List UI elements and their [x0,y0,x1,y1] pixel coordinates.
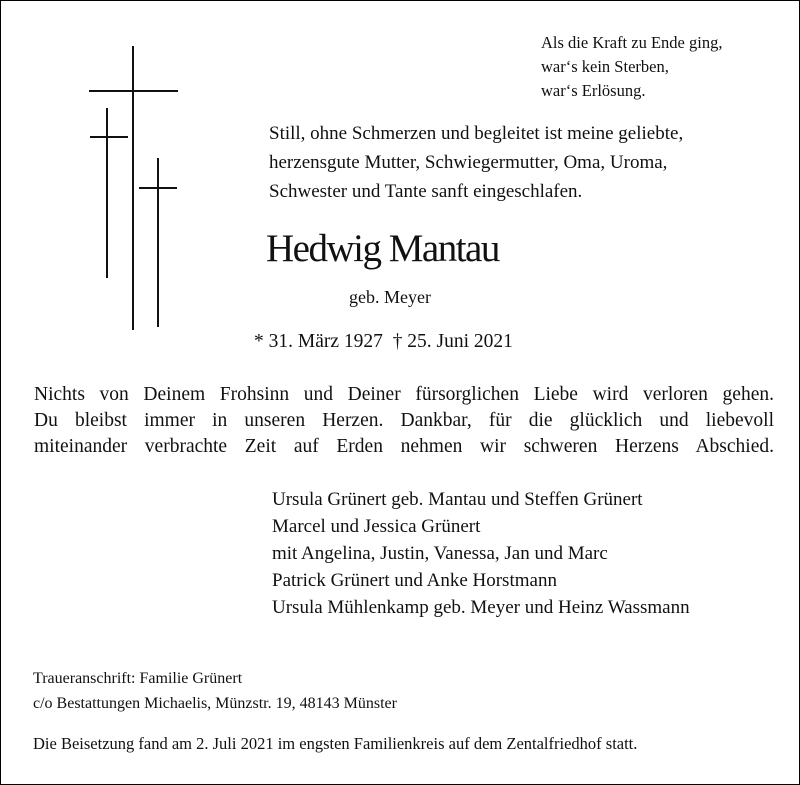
address-line: Traueranschrift: Familie Grünert [33,670,243,687]
life-dates-text: * 31. März 1927 † 25. Juni 2021 [254,331,513,352]
tribute-line: Nichts von Deinem Frohsinn und Deiner fürsorglichen Liebe wird verloren gehen. [34,384,774,405]
family-line: Marcel und Jessica Grünert [272,516,481,537]
address-line: c/o Bestattungen Michaelis, Münzstr. 19, 48143 Münster [33,695,397,712]
family-signatures [272,486,690,621]
family-line: mit Angelina, Justin, Vanessa, Jan und Marc [272,543,608,564]
life-dates [254,331,513,353]
tribute-text [34,382,774,460]
funeral-note: Die Beisetzung fand am 2. Juli 2021 im engsten Familienkreis auf dem Zentalfriedhof statt. [33,734,638,753]
poem-line: Als die Kraft zu Ende ging, [541,33,723,52]
intro-text [269,119,683,206]
family-line: Ursula Mühlenkamp geb. Meyer und Heinz Wassmann [272,597,690,618]
poem [541,31,722,103]
tribute-line: miteinander verbrachte Zeit auf Erden nehmen wir schweren Herzens Abschied. [34,436,774,457]
mourning-address [33,666,397,716]
intro-line: Schwester und Tante sanft eingeschlafen. [269,181,583,202]
intro-line: Still, ohne Schmerzen und begleitet ist meine geliebte, [269,123,684,144]
poem-line: war‘s kein Sterben, [541,57,669,76]
family-line: Patrick Grünert und Anke Horstmann [272,570,557,591]
poem-line: war‘s Erlösung. [541,81,646,100]
tribute-line: Du bleibst immer in unseren Herzen. Dankbar, für die glücklich und liebevoll [34,410,774,431]
intro-line: herzensgute Mutter, Schwiegermutter, Oma, Uroma, [269,152,668,173]
maiden-name: geb. Meyer [349,287,431,307]
three-crosses-icon [86,46,186,336]
deceased-name: Hedwig Mantau [266,227,499,270]
family-line: Ursula Grünert geb. Mantau und Steffen Grünert [272,489,643,510]
